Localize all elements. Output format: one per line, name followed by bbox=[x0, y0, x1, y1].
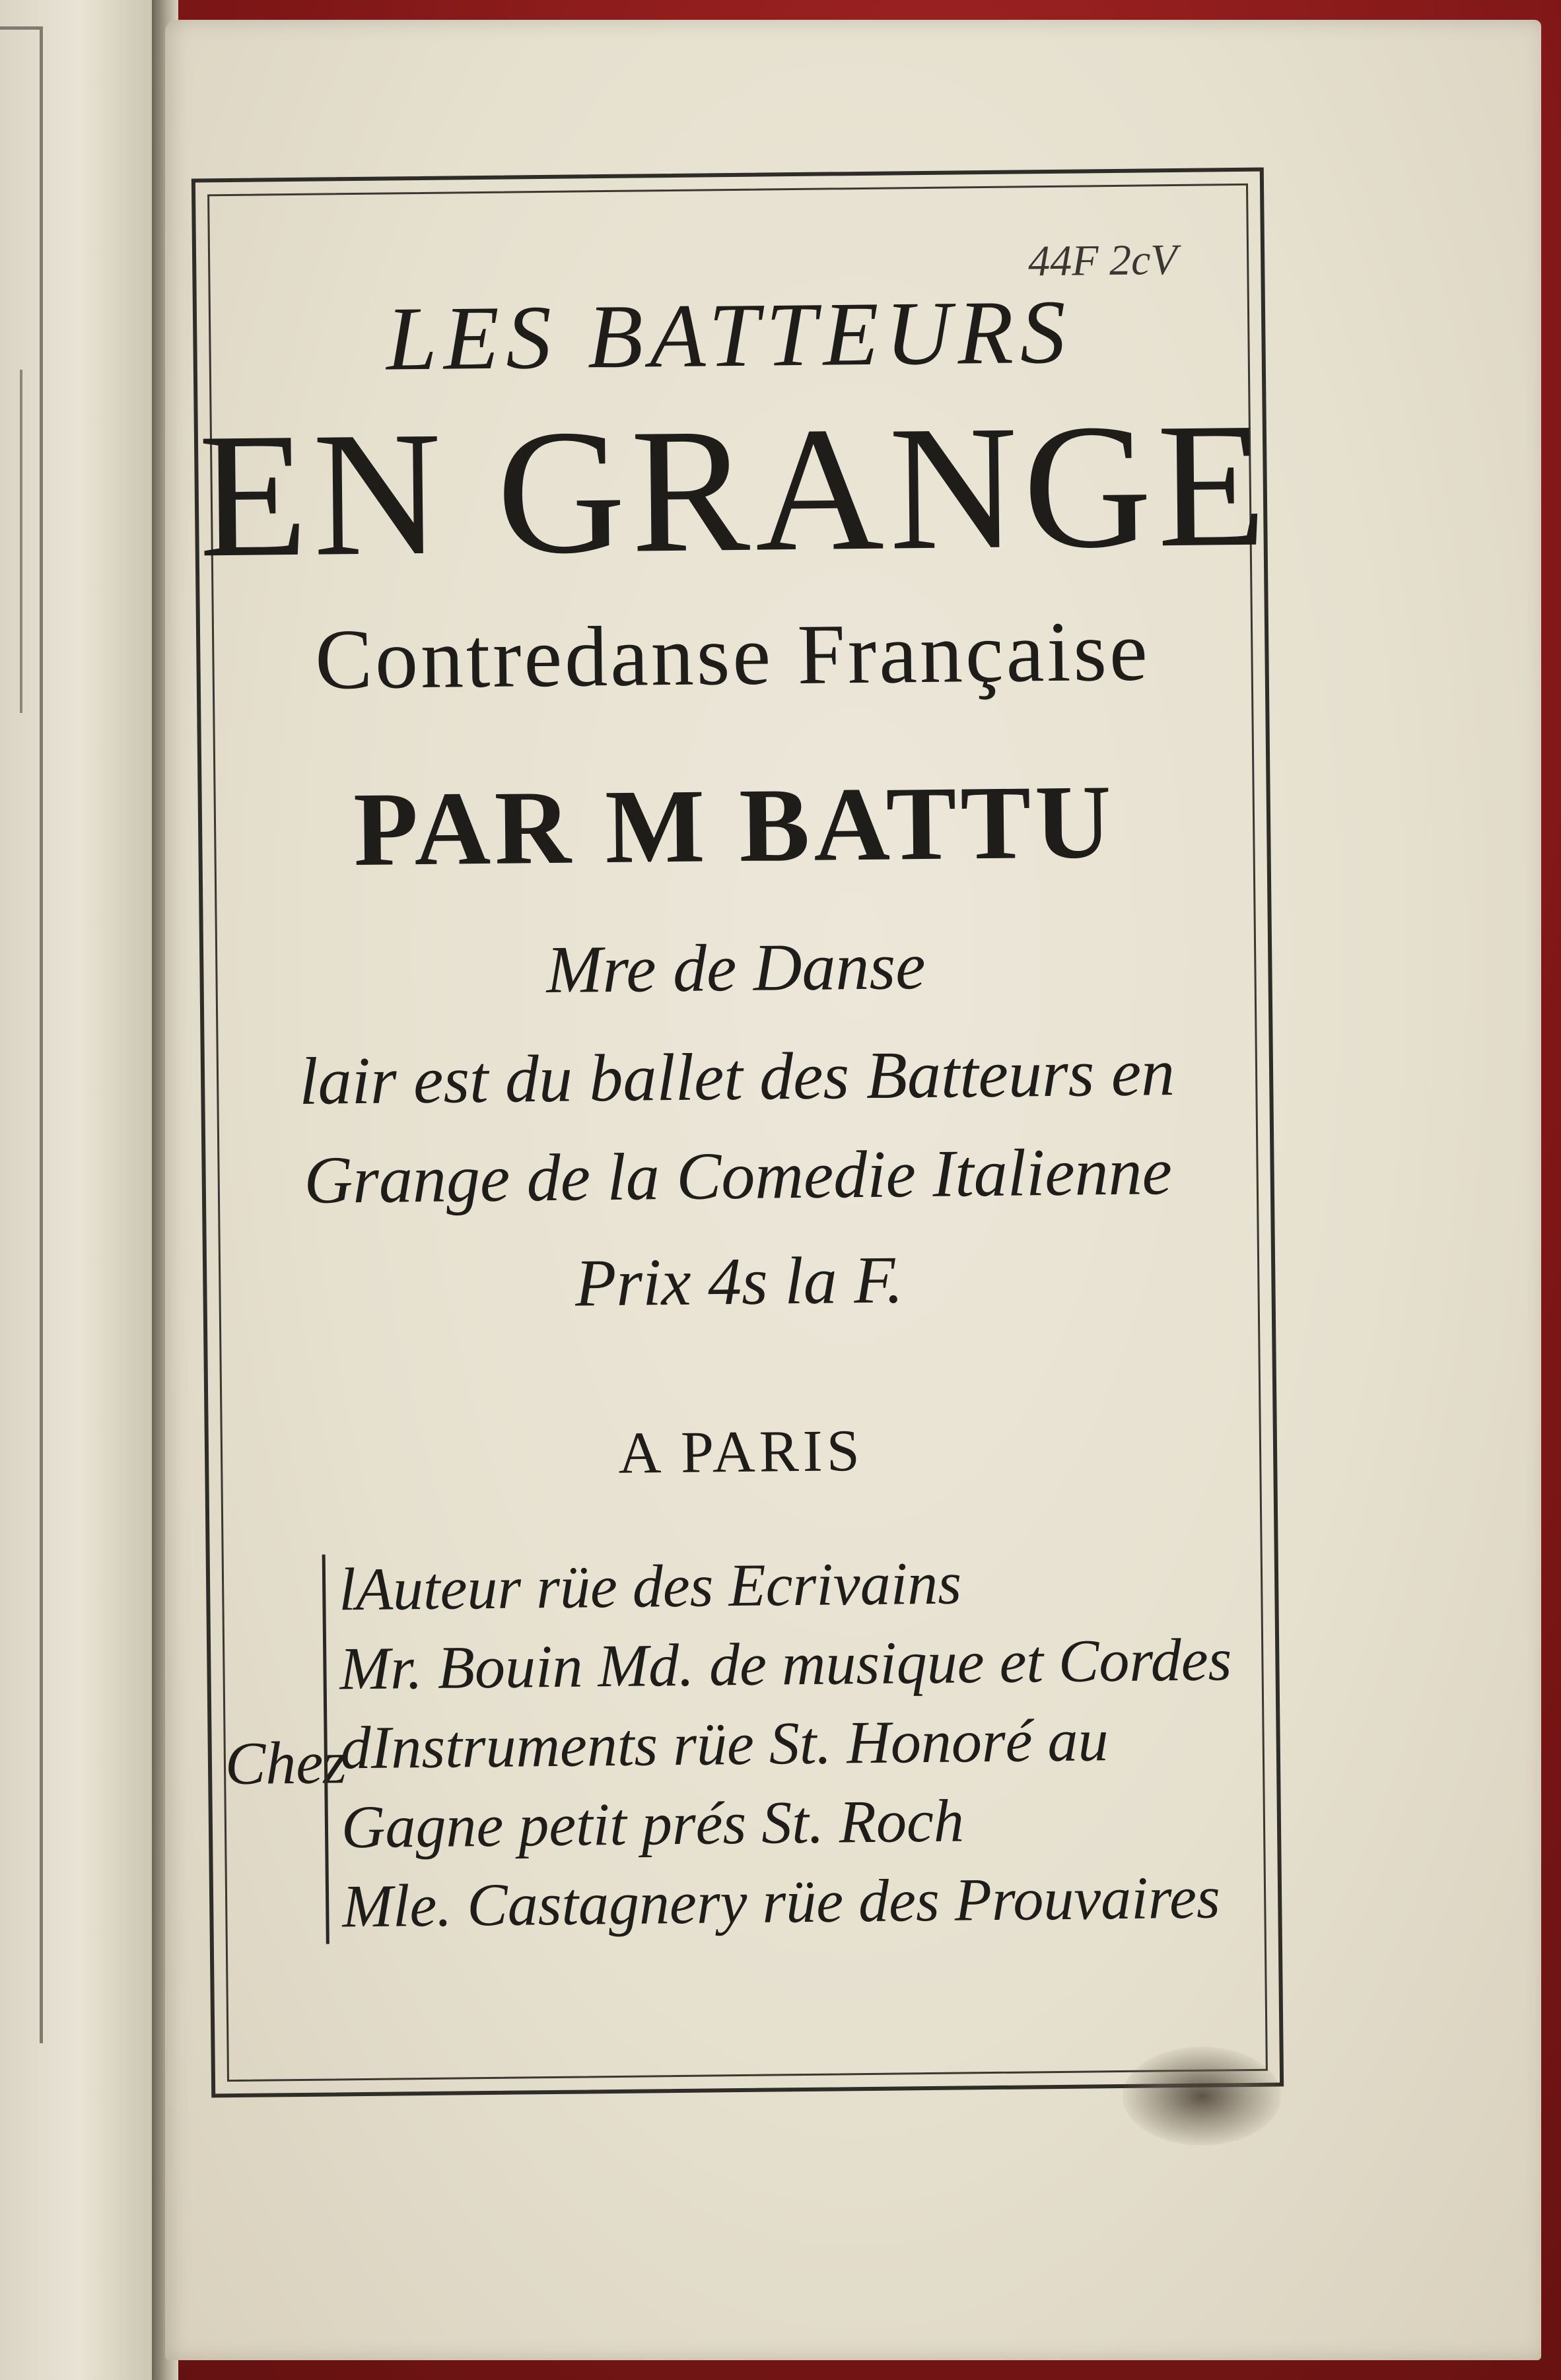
address-line: dInstruments rüe St. Honoré au bbox=[340, 1706, 1109, 1782]
address-block bbox=[223, 1544, 1284, 1965]
title-line-2: EN GRANGE bbox=[197, 386, 1272, 595]
left-page-rule bbox=[0, 26, 43, 2043]
ink-stain bbox=[1123, 2047, 1281, 2146]
address-line: Mle. Castagnery rüe des Prouvaires bbox=[341, 1863, 1221, 1940]
address-line: Mr. Bouin Md. de musique et Cordes bbox=[339, 1625, 1232, 1703]
left-facing-page bbox=[0, 0, 160, 2380]
address-line: Gagne petit prés St. Roch bbox=[341, 1786, 965, 1861]
description-line-1: lair est du ballet des Batteurs en bbox=[298, 1035, 1175, 1119]
chez-label: Chez bbox=[225, 1728, 347, 1798]
address-brace bbox=[322, 1554, 339, 1944]
subtitle-line: Contredanse Française bbox=[314, 603, 1151, 708]
left-page-inner-rule bbox=[0, 370, 22, 713]
description-line-2: Grange de la Comedie Italienne bbox=[303, 1134, 1173, 1218]
title-frame bbox=[191, 168, 1284, 2098]
author-title-line: Mre de Danse bbox=[545, 929, 926, 1008]
author-line: PAR M BATTU bbox=[353, 762, 1116, 889]
price-line: Prix 4s la F. bbox=[574, 1242, 904, 1321]
place-line: A PARIS bbox=[617, 1418, 864, 1486]
title-line-1: LES BATTEURS bbox=[386, 281, 1073, 390]
handwritten-annotation: 44F 2cV bbox=[1027, 235, 1178, 286]
address-line: lAuteur rüe des Ecrivains bbox=[338, 1549, 962, 1623]
